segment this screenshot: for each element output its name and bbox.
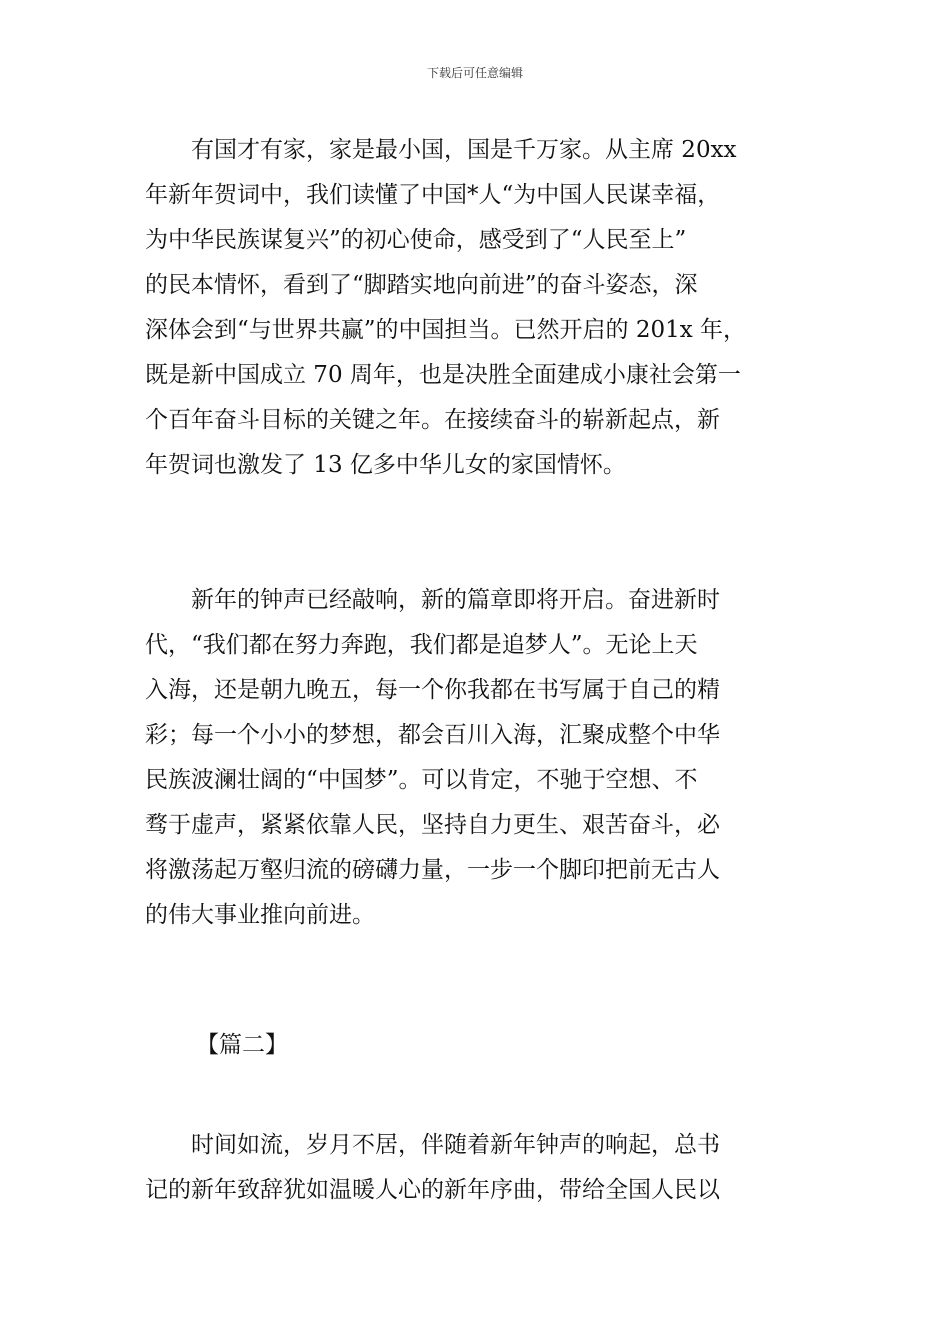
paragraph-line: 的伟大事业推向前进。: [145, 902, 375, 928]
paragraph-line: 有国才有家，家是最小国，国是千万家。从主席 20xx: [145, 137, 737, 163]
paragraph-line: 年贺词也激发了 13 亿多中华儿女的家国情怀。: [145, 452, 626, 478]
paragraph-line: 的民本情怀，看到了“脚踏实地向前进”的奋斗姿态，深: [145, 272, 698, 298]
paragraph-line: 时间如流，岁月不居，伴随着新年钟声的响起，总书: [145, 1132, 720, 1158]
paragraph-line: 新年的钟声已经敲响，新的篇章即将开启。奋进新时: [145, 587, 720, 613]
paragraph-2: [145, 578, 815, 938]
paragraph-line: 年新年贺词中，我们读懂了中国*人“为中国人民谋幸福，: [145, 182, 721, 208]
paragraph-line: 骛于虚声，紧紧依靠人民，坚持自力更生、艰苦奋斗，必: [145, 812, 720, 838]
paragraph-3: [145, 1123, 815, 1213]
paragraph-line: 个百年奋斗目标的关键之年。在接续奋斗的崭新起点，新: [145, 407, 720, 433]
paragraph-line: 既是新中国成立 70 周年，也是决胜全面建成小康社会第一: [145, 362, 741, 388]
paragraph-1: [145, 128, 815, 488]
paragraph-line: 代，“我们都在努力奔跑，我们都是追梦人”。无论上天: [145, 632, 698, 658]
page-header-note: 下载后可任意编辑: [426, 66, 523, 80]
paragraph-line: 将激荡起万壑归流的磅礴力量，一步一个脚印把前无古人: [145, 857, 720, 883]
paragraph-line: 深体会到“与世界共赢”的中国担当。已然开启的 201x 年，: [145, 317, 747, 343]
section-heading: 【篇二】: [196, 1032, 288, 1058]
paragraph-line: 入海，还是朝九晚五，每一个你我都在书写属于自己的精: [145, 677, 720, 703]
paragraph-line: 民族波澜壮阔的“中国梦”。可以肯定，不驰于空想、不: [145, 767, 698, 793]
paragraph-line: 记的新年致辞犹如温暖人心的新年序曲，带给全国人民以: [145, 1177, 720, 1203]
paragraph-line: 彩；每一个小小的梦想，都会百川入海，汇聚成整个中华: [145, 722, 720, 748]
paragraph-line: 为中华民族谋复兴”的初心使命，感受到了“人民至上”: [145, 227, 687, 253]
